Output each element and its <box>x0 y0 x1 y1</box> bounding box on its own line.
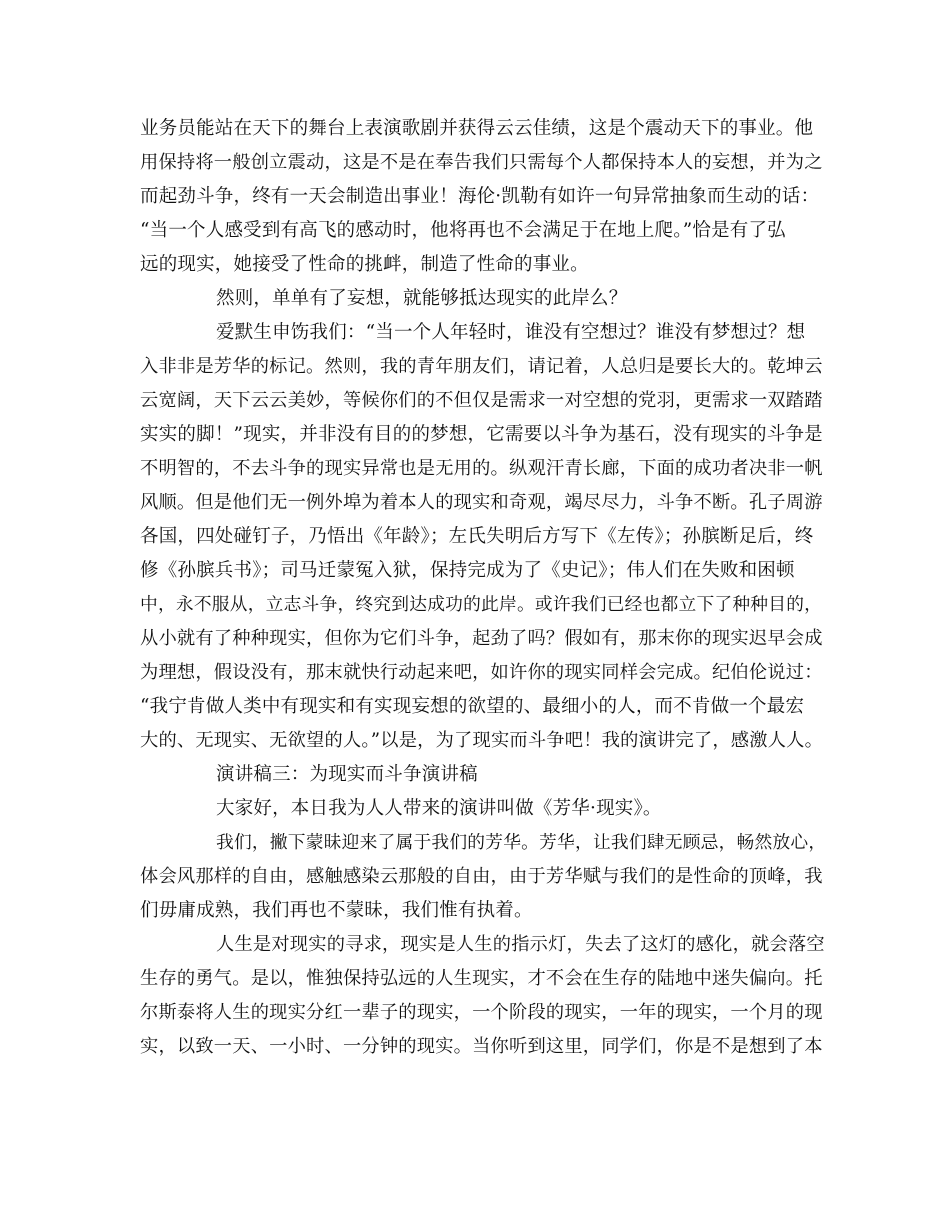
text-line: 体会风那样的自由，感触感染云那般的自由，由于芳华赋与我们的是性命的顶峰，我 <box>140 866 823 887</box>
text-line: 为理想，假设没有，那末就快行动起来吧，如许你的现实同样会完成。纪伯伦说过： <box>140 662 823 683</box>
paragraph-start-line: 人生是对现实的寻求，现实是人生的指示灯，失去了这灯的感化，就会落空 <box>216 934 825 955</box>
paragraph-start-line: 大家好，本日我为人人带来的演讲叫做《芳华·现实》。 <box>216 798 662 819</box>
text-line: 实实的脚！”现实，并非没有目的的梦想，它需要以斗争为基石，没有现实的斗争是 <box>140 424 823 445</box>
paragraph-start-line: 然则，单单有了妄想，就能够抵达现实的此岸么？ <box>216 288 628 309</box>
text-line: 中，永不服从，立志斗争，终究到达成功的此岸。或许我们已经也都立下了种种目的， <box>140 595 823 615</box>
section-heading: 演讲稿三：为现实而斗争演讲稿 <box>216 764 478 785</box>
text-line: 风顺。但是他们无一例外埠为着本人的现实和奇观，竭尽尽力，斗争不断。孔子周游 <box>140 492 823 513</box>
text-line: 业务员能站在天下的舞台上表演歌剧并获得云云佳绩，这是个震动天下的事业。他 <box>140 118 814 139</box>
text-line: “当一个人感受到有高飞的感动时，他将再也不会满足于在地上爬。”恰是有了弘 <box>140 220 786 241</box>
text-line: 入非非是芳华的标记。然则，我的青年朋友们，请记着，人总归是要长大的。乾坤云 <box>140 356 823 377</box>
text-line: 不明智的，不去斗争的现实异常也是无用的。纵观汗青长廊，下面的成功者决非一帆 <box>140 458 823 479</box>
text-line: 各国，四处碰钉子，乃悟出《年龄》；左氏失明后方写下《左传》；孙膑断足后，终 <box>140 526 814 547</box>
text-line: 大的、无现实、无欲望的人。”以是，为了现实而斗争吧！我的演讲完了，感激人人。 <box>140 730 824 751</box>
paragraph-start-line: 我们，撇下蒙昧迎来了属于我们的芳华。芳华，让我们肆无顾忌，畅然放心， <box>216 833 827 853</box>
text-line: 修《孙膑兵书》；司马迁蒙冤入狱，保持完成为了《史记》；伟人们在失败和困顿 <box>140 560 795 581</box>
document-body <box>140 112 827 1064</box>
text-line: 生存的勇气。是以，惟独保持弘远的人生现实，才不会在生存的陆地中迷失偏向。托 <box>140 968 823 989</box>
text-line: 们毋庸成熟，我们再也不蒙昧，我们惟有执着。 <box>140 900 533 921</box>
paragraph-start-line: 爱默生申饬我们：“当一个人年轻时，谁没有空想过？谁没有梦想过？想 <box>216 322 806 343</box>
text-line: 而起劲斗争，终有一天会制造出事业！海伦·凯勒有如许一句异常抽象而生动的话： <box>140 186 820 207</box>
text-line: 尔斯泰将人生的现实分红一辈子的现实，一个阶段的现实，一年的现实，一个月的现 <box>140 1002 823 1023</box>
text-line: 从小就有了种种现实，但你为它们斗争，起劲了吗？假如有，那末你的现实迟早会成 <box>140 628 823 649</box>
text-line: 远的现实，她接受了性命的挑衅，制造了性命的事业。 <box>140 254 589 275</box>
text-line: 云宽阔，天下云云美妙，等候你们的不但仅是需求一对空想的党羽，更需求一双踏踏 <box>140 390 823 411</box>
text-line: “我宁肯做人类中有现实和有实现妄想的欲望的、最细小的人，而不肯做一个最宏 <box>140 696 805 717</box>
text-line: 用保持将一般创立震动，这是不是在奉告我们只需每个人都保持本人的妄想，并为之 <box>140 152 823 173</box>
text-line: 实，以致一天、一小时、一分钟的现实。当你听到这里，同学们，你是不是想到了本 <box>140 1036 823 1057</box>
